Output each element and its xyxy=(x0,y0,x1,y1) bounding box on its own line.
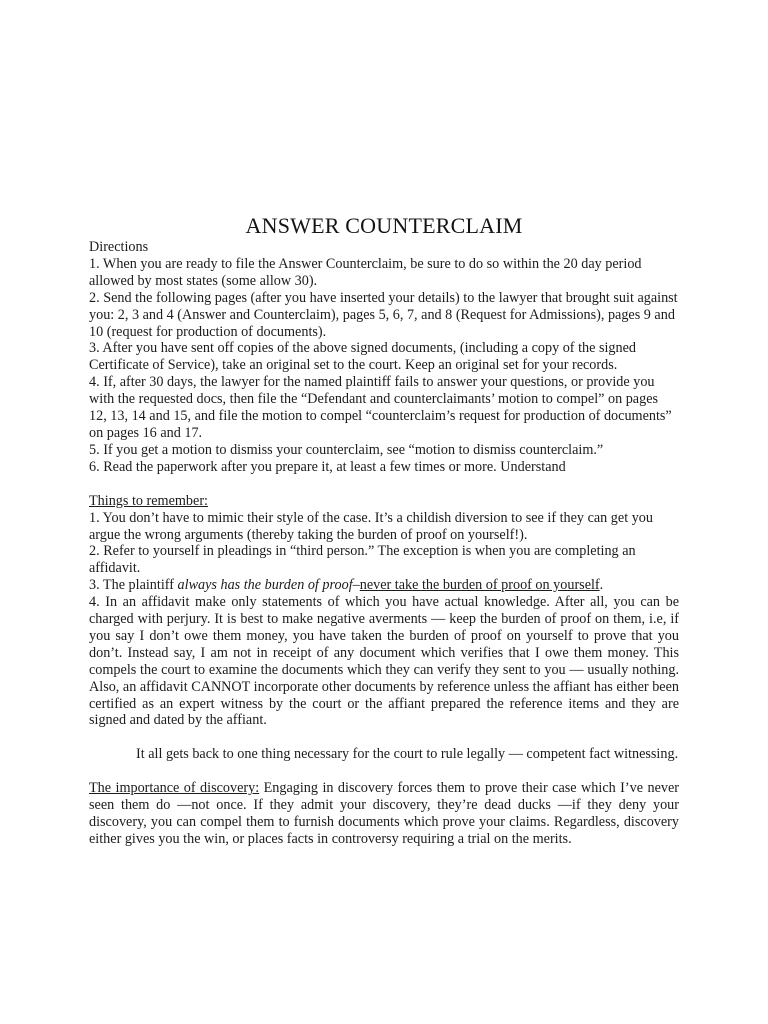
remember-item-3-underlined: never take the burden of proof on yourself xyxy=(359,577,600,594)
direction-item-1: 1. When you are ready to file the Answer Counterclaim, be sure to do so within the 20 day period allowed by most states (some allow 30). xyxy=(89,255,642,289)
discovery-text: Engaging in discovery forces them to prove their case which I’ve never seen them do —not once. If they admit your discovery, they’re dead ducks —if they deny your discovery, you can compel them to furnish documents which prove your claims. Regardless, discovery either gives you the win, or places facts in controversy requiring a trial on the merits. xyxy=(89,780,679,847)
remember-item-1: 1. You don’t have to mimic their style of the case. It’s a childish diversion to see if they can get you argue the wrong arguments (thereby taking the burden of proof on yourself!). xyxy=(89,509,653,543)
spacer xyxy=(89,729,679,746)
remember-item-3-dash: – xyxy=(352,577,360,594)
remember-item-4: 4. In an affidavit make only statements of which you have actual knowledge. After all, you can be charged with perjury. It is best to make negative averments — keep the burden of proof on them, i.e, if you say I don’t owe them money, you have taken the burden of proof on yourself to prove that you don’t. Instead say, I am not in receipt of any document which verifies that I owe them money. This compels the court to examine the documents which they can verify they sent to you — usually nothing. Also, an affidavit CANNOT incorporate other documents by reference unless the affiant has either been certified as an expert witness by the court or the affiant prepared the reference items and they are signed and dated by the affiant. xyxy=(89,594,679,729)
document-body xyxy=(89,239,679,848)
directions-heading: Directions xyxy=(89,239,149,255)
witnessing-paragraph: It all gets back to one thing necessary for the court to rule legally — competent fact witnessing. xyxy=(136,746,679,763)
things-to-remember-heading: Things to remember: xyxy=(89,492,208,509)
direction-item-6: 6. Read the paperwork after you prepare it, at least a few times or more. Understand xyxy=(89,458,566,475)
remember-item-3-prefix: 3. The plaintiff xyxy=(89,577,178,594)
remember-item-3-italic: always has the burden of proof xyxy=(177,577,353,594)
remember-item-3-end: . xyxy=(599,577,604,594)
direction-item-4: 4. If, after 30 days, the lawyer for the named plaintiff fails to answer your questions, or provide you with the requested docs, then file the “Defendant and counterclaimants’ motion to compel” on pages 12, 13, 14 and 15, and file the motion to compel “counterclaim’s request for production of documents” on pages 16 and 17. xyxy=(89,374,672,441)
direction-item-3: 3. After you have sent off copies of the above signed documents, (including a copy of the signed Certificate of Service), take an original set to the court. Keep an original set for your records. xyxy=(89,340,637,374)
discovery-paragraph xyxy=(89,780,679,848)
remember-item-2: 2. Refer to yourself in pleadings in “third person.” The exception is when you are completing an affidavit. xyxy=(89,543,636,577)
direction-item-5: 5. If you get a motion to dismiss your counterclaim, see “motion to dismiss counterclaim.” xyxy=(89,441,604,458)
spacer xyxy=(89,476,679,493)
discovery-heading: The importance of discovery: xyxy=(89,780,260,797)
direction-item-2: 2. Send the following pages (after you have inserted your details) to the lawyer that brought suit against you: 2, 3 and 4 (Answer and Counterclaim), pages 5, 6, 7, and 8 (Request for Admissions), pages 9 and 10 (request for production of documents). xyxy=(89,289,678,340)
remember-item-3 xyxy=(89,577,679,594)
page-title: ANSWER COUNTERCLAIM xyxy=(245,213,523,238)
spacer xyxy=(89,763,679,780)
